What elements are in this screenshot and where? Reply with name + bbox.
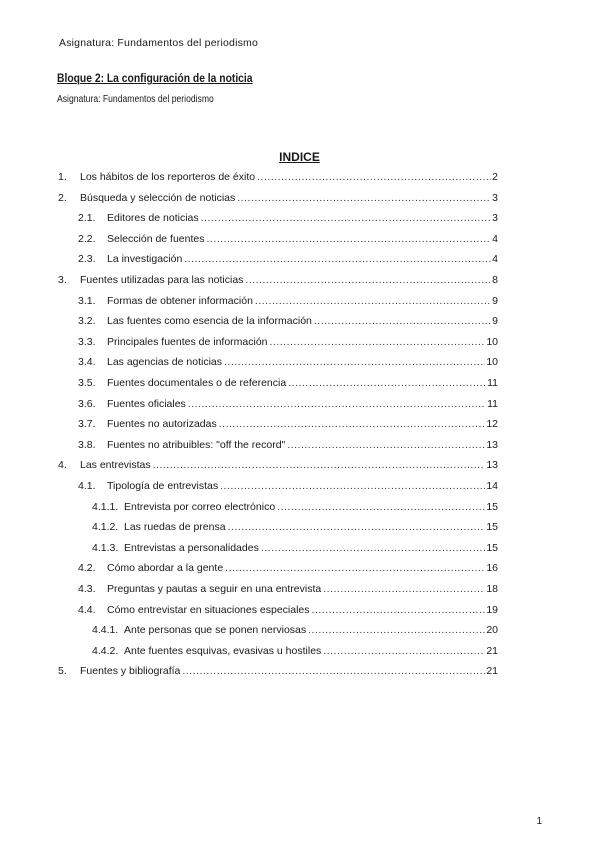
toc-dot-leader (245, 274, 491, 286)
toc-dot-leader (314, 315, 491, 327)
page-number: 1 (536, 816, 542, 827)
toc-entry-page: 21 (486, 644, 498, 657)
toc-entry-page: 3 (492, 212, 498, 225)
toc-entry[interactable] (0, 583, 599, 603)
block-title: Bloque 2: La configuración de la noticia (57, 71, 253, 85)
toc-dot-leader (287, 439, 485, 451)
toc-entry-title: Fuentes oficiales (107, 397, 186, 410)
toc-entry-title: Editores de noticias (107, 212, 199, 225)
toc-entry-line (124, 624, 498, 636)
toc-entry-line (80, 459, 498, 471)
toc-heading: INDICE (279, 150, 320, 164)
toc-entry[interactable] (0, 295, 599, 315)
toc-dot-leader (228, 521, 486, 533)
toc-entry-number: 2.2. (78, 232, 96, 245)
toc-entry[interactable] (0, 336, 599, 356)
toc-entry-title: Cómo entrevistar en situaciones especiales (107, 603, 310, 616)
toc-entry-title: Las entrevistas (80, 459, 151, 472)
toc-entry-number: 4. (58, 459, 67, 472)
toc-entry-line (124, 521, 498, 533)
toc-entry-title: Los hábitos de los reporteros de éxito (80, 171, 256, 183)
toc-entry-line (107, 418, 498, 430)
toc-entry-page: 11 (487, 377, 498, 389)
toc-entry-page: 20 (486, 624, 498, 637)
toc-entry[interactable] (0, 501, 599, 521)
toc-entry-number: 4.1.1. (92, 500, 119, 513)
toc-entry-page: 9 (492, 315, 498, 328)
toc-entry-title: Fuentes no atribuibles: "off the record" (107, 438, 286, 451)
toc-entry-page: 19 (486, 603, 498, 616)
toc-entry-line (107, 295, 498, 307)
toc-entry[interactable] (0, 521, 599, 541)
toc-entry-line (107, 212, 498, 224)
toc-dot-leader (201, 212, 492, 224)
toc-entry-page: 13 (486, 459, 498, 472)
toc-entry-title: Selección de fuentes (107, 232, 205, 245)
toc-entry-number: 5. (58, 665, 67, 678)
toc-entry-title: Entrevistas a personalidades (124, 541, 259, 554)
toc-entry-title: Ante fuentes esquivas, evasivas u hostiles (124, 644, 322, 657)
toc-entry[interactable] (0, 459, 599, 479)
toc-entry-title: Las ruedas de prensa (124, 521, 226, 534)
toc-entry-page: 16 (486, 562, 498, 575)
toc-entry[interactable] (0, 604, 599, 624)
toc-entry-line (124, 542, 498, 554)
toc-dot-leader (323, 645, 485, 657)
toc-entry-number: 4.3. (78, 583, 96, 595)
toc-entry-line (107, 583, 498, 595)
toc-entry-number: 3.5. (78, 377, 96, 389)
toc-dot-leader (288, 377, 486, 389)
toc-entry-number: 2.3. (78, 253, 96, 266)
toc-entry-title: Ante personas que se ponen nerviosas (124, 624, 307, 637)
toc-entry[interactable] (0, 542, 599, 562)
toc-entry-title: Preguntas y pautas a seguir en una entrevista (107, 583, 322, 595)
toc-dot-leader (184, 253, 491, 265)
toc-entry-line (107, 253, 498, 265)
toc-entry-number: 3.3. (78, 335, 96, 348)
toc-entry-number: 3.7. (78, 418, 96, 431)
toc-entry-number: 4.1.2. (92, 521, 119, 534)
toc-entry-page: 4 (492, 232, 498, 245)
toc-entry-title: Búsqueda y selección de noticias (80, 191, 236, 204)
toc-dot-leader (270, 336, 486, 348)
toc-entry-page: 15 (486, 500, 498, 513)
toc-entry-number: 4.4.1. (92, 624, 119, 637)
toc-entry-page: 21 (486, 665, 498, 678)
toc-entry-number: 4.4. (78, 603, 96, 616)
toc-entry-number: 3. (58, 274, 67, 286)
toc-entry-number: 2. (58, 191, 67, 204)
toc-dot-leader (323, 583, 485, 595)
toc-entry[interactable] (0, 665, 599, 685)
toc-entry[interactable] (0, 171, 599, 191)
toc-entry-page: 3 (492, 191, 498, 204)
toc-dot-leader (308, 624, 485, 636)
toc-entry[interactable] (0, 418, 599, 438)
toc-entry[interactable] (0, 645, 599, 665)
toc-dot-leader (219, 418, 486, 430)
toc-entry-title: Tipología de entrevistas (107, 480, 219, 492)
toc-entry-page: 13 (486, 438, 498, 451)
toc-entry-page: 15 (486, 521, 498, 534)
toc-entry-line (80, 665, 498, 677)
toc-entry-line (80, 274, 498, 286)
toc-entry-page: 8 (492, 274, 498, 286)
toc-entry-number: 4.4.2. (92, 644, 119, 657)
toc-entry-title: Cómo abordar a la gente (107, 562, 224, 575)
toc-entry-title: La investigación (107, 253, 183, 266)
toc-entry[interactable] (0, 253, 599, 273)
toc-entry-title: Las agencias de noticias (107, 356, 222, 369)
toc-entry-title: Las fuentes como esencia de la información (107, 315, 312, 328)
toc-entry-number: 3.4. (78, 356, 96, 369)
toc-dot-leader (225, 562, 485, 574)
toc-entry[interactable] (0, 624, 599, 644)
toc-entry-line (80, 171, 498, 183)
page-header: Asignatura: Fundamentos del periodismo (59, 37, 259, 49)
toc-entry-line (124, 645, 498, 657)
toc-entry[interactable] (0, 356, 599, 376)
toc-entry-number: 3.2. (78, 315, 96, 328)
toc-entry-number: 3.6. (78, 397, 96, 410)
toc-entry-number: 3.8. (78, 438, 96, 451)
toc-entry[interactable] (0, 439, 599, 459)
toc-entry[interactable] (0, 377, 599, 397)
toc-dot-leader (206, 233, 491, 245)
toc-entry-line (107, 336, 498, 348)
toc-entry[interactable] (0, 562, 599, 582)
toc-dot-leader (312, 604, 486, 616)
toc-entry-page: 18 (486, 583, 498, 595)
toc-entry[interactable] (0, 274, 599, 294)
toc-entry-page: 10 (486, 356, 498, 369)
toc-dot-leader (224, 356, 485, 368)
toc-entry-title: Fuentes no autorizadas (107, 418, 217, 431)
toc-entry-line (124, 501, 498, 513)
toc-entry-line (80, 192, 498, 204)
toc-entry-number: 2.1. (78, 212, 96, 225)
toc-entry-page: 4 (492, 253, 498, 266)
toc-entry-line (107, 562, 498, 574)
block-subtitle: Asignatura: Fundamentos del periodismo (57, 94, 214, 105)
toc-dot-leader (182, 665, 485, 677)
toc-entry-title: Formas de obtener información (107, 294, 253, 307)
toc-dot-leader (277, 501, 485, 513)
toc-entry-line (107, 233, 498, 245)
toc-entry-page: 15 (486, 541, 498, 554)
toc-entry-number: 4.1.3. (92, 541, 119, 554)
toc-entry-line (107, 480, 498, 492)
toc-entry-number: 4.1. (78, 480, 96, 492)
toc-dot-leader (237, 192, 491, 204)
toc-entry-title: Fuentes utilizadas para las noticias (80, 274, 244, 286)
toc-entry-page: 12 (486, 418, 498, 431)
toc-entry-page: 10 (486, 335, 498, 348)
toc-entry[interactable] (0, 212, 599, 232)
toc-dot-leader (220, 480, 485, 492)
toc-entry-line (107, 377, 498, 389)
toc-entry[interactable] (0, 233, 599, 253)
toc-dot-leader (153, 459, 486, 471)
toc-entry[interactable] (0, 398, 599, 418)
toc-entry-page: 9 (492, 294, 498, 307)
toc-dot-leader (261, 542, 485, 554)
toc-entry-number: 1. (58, 171, 67, 183)
toc-dot-leader (257, 171, 491, 183)
toc-dot-leader (188, 398, 486, 410)
toc-entry[interactable] (0, 480, 599, 500)
toc-entry-line (107, 315, 498, 327)
toc-entry-title: Fuentes documentales o de referencia (107, 377, 287, 389)
toc-entry-line (107, 439, 498, 451)
toc-entry[interactable] (0, 315, 599, 335)
toc-entry-number: 4.2. (78, 562, 96, 575)
toc-entry-title: Fuentes y bibliografía (80, 665, 181, 678)
toc-entry[interactable] (0, 192, 599, 212)
toc-entry-line (107, 356, 498, 368)
toc-entry-page: 2 (492, 171, 498, 183)
toc-entry-number: 3.1. (78, 294, 96, 307)
toc-entry-page: 11 (487, 397, 498, 410)
toc-entry-line (107, 398, 498, 410)
toc-entry-line (107, 604, 498, 616)
toc-dot-leader (255, 295, 491, 307)
toc-entry-title: Entrevista por correo electrónico (124, 500, 276, 513)
toc-entry-title: Principales fuentes de información (107, 335, 268, 348)
toc-entry-page: 14 (486, 480, 498, 492)
